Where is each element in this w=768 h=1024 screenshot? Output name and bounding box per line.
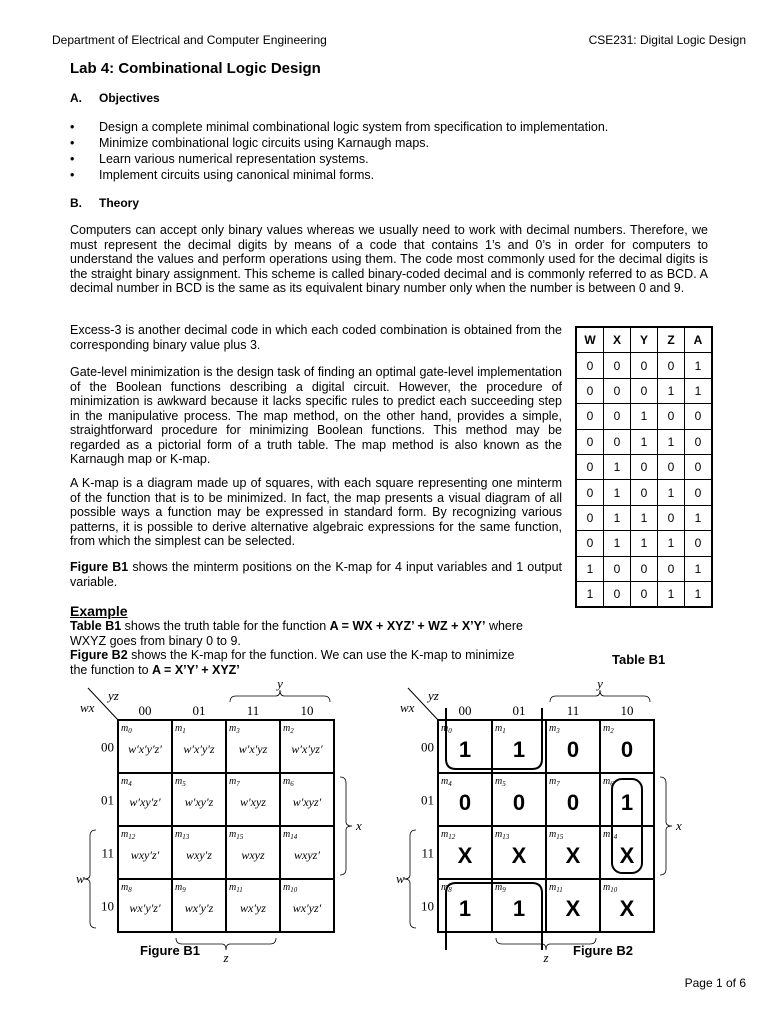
kmap-column-label: 01 xyxy=(192,703,206,718)
minterm-label: $m_2$ xyxy=(603,723,614,735)
kmap-value: 0 xyxy=(620,737,634,762)
objective-item xyxy=(70,119,710,135)
truth-table-header-cell: A xyxy=(685,327,713,353)
theory-paragraph-excess3: Excess-3 is another decimal code in which each coded combination is obtained from the corresponding binary value plus 3. xyxy=(70,323,562,352)
truth-table-cell: 1 xyxy=(576,581,604,607)
minterm-label: $m_{14}$ xyxy=(603,829,618,841)
truth-table-cell: 1 xyxy=(685,353,713,378)
figure-b2-ref: Figure B2 xyxy=(70,648,128,662)
header-department: Department of Electrical and Computer Engineering xyxy=(52,33,327,47)
example-line xyxy=(70,648,570,663)
minterm-label: $m_7$ xyxy=(549,776,560,788)
kmap-w-label: w xyxy=(396,871,405,886)
table-b1-ref: Table B1 xyxy=(70,619,122,633)
w-brace xyxy=(404,830,416,928)
truth-table-cell: 1 xyxy=(685,556,713,581)
truth-table-cell: 0 xyxy=(685,480,713,505)
bullet-icon: • xyxy=(70,152,75,166)
truth-table-row xyxy=(576,353,712,378)
minterm-label: $m_{12}$ xyxy=(121,829,136,841)
figure-b1-kmap xyxy=(70,676,370,965)
kmap-row-label: 01 xyxy=(101,792,114,808)
minterm-label: $m_4$ xyxy=(121,776,132,788)
minterm-label: $m_{11}$ xyxy=(549,882,563,894)
minterm-label: $m_4$ xyxy=(441,776,452,788)
kmap-wx-label: wx xyxy=(400,700,415,715)
kmap-column-label: 11 xyxy=(566,703,580,718)
kmap-column-label: 00 xyxy=(458,703,472,718)
kmap-column-label: 10 xyxy=(300,703,314,718)
truth-table-cell: 0 xyxy=(576,429,604,454)
figure-b1-caption: Figure B1 xyxy=(140,943,200,958)
kmap-value: X xyxy=(619,896,635,921)
kmap-value: X xyxy=(565,843,581,868)
truth-table-cell: 0 xyxy=(604,378,631,403)
minterm-label: $m_3$ xyxy=(229,723,240,735)
minterm-label: $m_{11}$ xyxy=(229,882,243,894)
truth-table-cell: 0 xyxy=(604,429,631,454)
minterm-label: $m_{12}$ xyxy=(441,829,456,841)
truth-table-row xyxy=(576,404,712,429)
truth-table-cell: 0 xyxy=(685,429,713,454)
truth-table-cell: 1 xyxy=(631,505,658,530)
example-line: WXYZ goes from binary 0 to 9. xyxy=(70,633,241,648)
kmap-yz-label: yz xyxy=(108,688,119,703)
kmap-z-label: z xyxy=(543,950,549,965)
minterm-label: $m_{15}$ xyxy=(229,829,244,841)
kmap-x-label: x xyxy=(676,818,682,833)
truth-table-cell: 0 xyxy=(576,404,604,429)
kmap-value: 1 xyxy=(620,790,634,815)
kmap-column-label: 10 xyxy=(620,703,634,718)
theory-paragraph-minimization: Gate-level minimization is the design task of finding an optimal gate-level implementation of the Boolean functions describing a digital circuit. However, the procedure of minimization is awkward because it lacks specific rules to predict each succeeding step in the manipulative process. The map method, on the other hand, provides a simple, straightforward procedure for minimizing Boolean functions. This method may be regarded as a pictorial form of a truth table. The map method is also known as the Karnaugh map or K-map. xyxy=(70,365,562,466)
figure-b2-caption: Figure B2 xyxy=(573,943,633,958)
truth-table-cell: 0 xyxy=(576,454,604,479)
x-brace xyxy=(340,777,352,875)
truth-table-row xyxy=(576,556,712,581)
truth-table-cell: 1 xyxy=(658,429,685,454)
truth-table-header-cell: Z xyxy=(658,327,685,353)
kmap-y-label: y xyxy=(597,676,603,691)
minterm-expression: wx′y′z xyxy=(184,901,214,915)
minterm-label: $m_{10}$ xyxy=(283,882,298,894)
truth-table-cell: 0 xyxy=(631,353,658,378)
page-footer: Page 1 of 6 xyxy=(684,976,746,990)
truth-table-cell: 1 xyxy=(576,556,604,581)
kmap-yz-label: yz xyxy=(428,688,439,703)
truth-table-cell: 0 xyxy=(631,581,658,607)
minterm-label: $m_{10}$ xyxy=(603,882,618,894)
example-text-span: shows the truth table for the function xyxy=(121,619,330,633)
truth-table-cell: 1 xyxy=(631,531,658,556)
truth-table-row xyxy=(576,505,712,530)
theory-paragraph-kmap: A K-map is a diagram made up of squares, with each square representing one minterm of the function that is to be minimized. In fact, the map presents a visual diagram of all possible ways a function may be expressed in standard form. By recognizing various patterns, it is possible to derive alternative algebraic expressions for the same function, from which the simplest can be selected. xyxy=(70,476,562,548)
minterm-expression: wx′yz xyxy=(240,901,266,915)
bullet-icon: • xyxy=(70,120,75,134)
truth-table-cell: 0 xyxy=(604,556,631,581)
truth-table-cell: 1 xyxy=(631,429,658,454)
minterm-label: $m_5$ xyxy=(495,776,506,788)
minterm-expression: wxy′z′ xyxy=(130,848,160,862)
function-expression: A = WX + XYZ’ + WZ + X’Y’ xyxy=(329,619,486,633)
truth-table-cell: 0 xyxy=(604,581,631,607)
truth-table-cell: 1 xyxy=(658,378,685,403)
section-a-heading xyxy=(70,91,160,105)
truth-table-row xyxy=(576,429,712,454)
minterm-label: $m_3$ xyxy=(549,723,560,735)
truth-table-row xyxy=(576,581,712,607)
truth-table-cell: 1 xyxy=(631,404,658,429)
page-title: Lab 4: Combinational Logic Design xyxy=(70,60,321,77)
minterm-expression: w′x′yz′ xyxy=(291,742,323,756)
kmap-value: X xyxy=(511,843,527,868)
truth-table-cell: 1 xyxy=(604,454,631,479)
minterm-label: $m_8$ xyxy=(121,882,132,894)
figure-b2-kmap xyxy=(390,676,690,965)
kmap-z-label: z xyxy=(223,950,229,965)
kmap-y-label: y xyxy=(277,676,283,691)
minterm-expression: wx′y′z′ xyxy=(129,901,161,915)
minterm-expression: w′x′y′z′ xyxy=(128,742,162,756)
minterm-label: $m_1$ xyxy=(175,723,186,735)
minterm-label: $m_7$ xyxy=(229,776,240,788)
truth-table-cell: 0 xyxy=(685,404,713,429)
theory-paragraph-bcd: Computers can accept only binary values whereas we usually need to work with decimal numbers. Therefore, we must represent the decimal digits by means of a code that contains 1’s and 0’s in order for computers to understand the values and perform operations using them. The code most commonly used for the decimal digits is the straight binary assignment. This scheme is called binary-coded decimal and is commonly referred to as BCD. A decimal number in BCD is the same as its equivalent binary number only when the number is between 0 and 9. xyxy=(70,223,708,295)
minterm-expression: w′x′y′z xyxy=(183,742,215,756)
truth-table-header-cell: W xyxy=(576,327,604,353)
example-text-span: shows the K-map for the function. We can use the K-map to minimize xyxy=(127,648,515,662)
w-brace xyxy=(84,830,96,928)
objective-text: Learn various numerical representation systems. xyxy=(99,152,369,166)
truth-table-cell: 0 xyxy=(576,505,604,530)
kmap-column-label: 01 xyxy=(512,703,526,718)
minterm-expression: w′xy′z′ xyxy=(129,795,161,809)
minterm-label: $m_9$ xyxy=(495,882,506,894)
truth-table-cell: 1 xyxy=(685,378,713,403)
minterm-expression: wxyz xyxy=(241,848,265,862)
minterm-label: $m_1$ xyxy=(495,723,506,735)
minterm-label: $m_5$ xyxy=(175,776,186,788)
truth-table-cell: 0 xyxy=(631,454,658,479)
kmap-row-label: 11 xyxy=(101,845,114,861)
objective-item xyxy=(70,135,710,151)
kmap-value: 0 xyxy=(566,790,580,815)
minterm-label: $m_{13}$ xyxy=(495,829,510,841)
example-text xyxy=(70,619,570,677)
bullet-icon: • xyxy=(70,136,75,150)
minterm-label: $m_{13}$ xyxy=(175,829,190,841)
kmap-value: 1 xyxy=(512,737,526,762)
truth-table-row xyxy=(576,454,712,479)
truth-table-cell: 0 xyxy=(658,454,685,479)
truth-table-header-cell: X xyxy=(604,327,631,353)
truth-table-header-cell: Y xyxy=(631,327,658,353)
minterm-expression: w′xyz′ xyxy=(292,795,322,809)
figure-b1-ref-text: shows the minterm positions on the K-map for 4 input variables and 1 output variable. xyxy=(70,560,562,589)
example-text-span: the function to xyxy=(70,662,153,677)
kmap-x-label: x xyxy=(356,818,362,833)
truth-table-cell: 0 xyxy=(658,353,685,378)
kmap-row-label: 00 xyxy=(101,739,114,755)
kmap-value: X xyxy=(619,843,635,868)
truth-table-row xyxy=(576,480,712,505)
minterm-label: $m_0$ xyxy=(441,723,452,735)
kmap-value: X xyxy=(565,896,581,921)
header-course: CSE231: Digital Logic Design xyxy=(588,33,746,47)
truth-table-cell: 1 xyxy=(685,581,713,607)
minterm-expression: w′x′yz xyxy=(238,742,268,756)
kmap-value: 0 xyxy=(512,790,526,815)
minterm-label: $m_9$ xyxy=(175,882,186,894)
kmap-wx-label: wx xyxy=(80,700,95,715)
minterm-expression: wx′yz′ xyxy=(292,901,322,915)
objective-text: Design a complete minimal combinational logic system from specification to implementation. xyxy=(99,120,609,134)
kmap-column-label: 11 xyxy=(246,703,260,718)
truth-table-cell: 0 xyxy=(685,454,713,479)
minterm-expression: wxyz′ xyxy=(294,848,320,862)
kmap-row-label: 01 xyxy=(421,792,434,808)
truth-table-b1 xyxy=(575,326,713,608)
truth-table-cell: 0 xyxy=(604,404,631,429)
kmap-w-label: w xyxy=(76,871,85,886)
example-line xyxy=(70,663,570,678)
minterm-label: $m_6$ xyxy=(603,776,614,788)
truth-table-cell: 0 xyxy=(576,531,604,556)
truth-table-cell: 1 xyxy=(658,480,685,505)
truth-table-cell: 1 xyxy=(658,531,685,556)
minterm-label: $m_{14}$ xyxy=(283,829,298,841)
minimized-expression: A = X’Y’ + XYZ’ xyxy=(152,662,240,677)
truth-table-header-row xyxy=(576,327,712,353)
minterm-label: $m_6$ xyxy=(283,776,294,788)
minterm-label: $m_{15}$ xyxy=(549,829,564,841)
kmap-value: 0 xyxy=(458,790,472,815)
truth-table-cell: 1 xyxy=(604,531,631,556)
truth-table-cell: 1 xyxy=(658,581,685,607)
kmap-value: X xyxy=(457,843,473,868)
figure-b1-ref: Figure B1 xyxy=(70,560,129,574)
kmap-row-label: 10 xyxy=(421,898,434,914)
minterm-label: $m_0$ xyxy=(121,723,132,735)
truth-table-row xyxy=(576,531,712,556)
minterm-label: $m_2$ xyxy=(283,723,294,735)
minterm-expression: w′xy′z xyxy=(184,795,214,809)
minterm-expression: w′xyz xyxy=(240,795,266,809)
section-b-label: Theory xyxy=(99,196,140,210)
minterm-label: $m_8$ xyxy=(441,882,452,894)
truth-table-cell: 0 xyxy=(576,378,604,403)
truth-table-cell: 0 xyxy=(631,378,658,403)
truth-table-cell: 0 xyxy=(631,480,658,505)
minterm-expression: wxy′z xyxy=(186,848,212,862)
truth-table-cell: 0 xyxy=(576,480,604,505)
truth-table-cell: 0 xyxy=(576,353,604,378)
section-b-number: B. xyxy=(70,196,82,210)
kmap-row-label: 10 xyxy=(101,898,114,914)
kmap-row-label: 00 xyxy=(421,739,434,755)
objective-item xyxy=(70,151,710,167)
kmap-column-label: 00 xyxy=(138,703,152,718)
example-line xyxy=(70,619,570,634)
objective-text: Minimize combinational logic circuits using Karnaugh maps. xyxy=(99,136,430,150)
truth-table-cell: 0 xyxy=(631,556,658,581)
truth-table-cell: 0 xyxy=(604,353,631,378)
truth-table-row xyxy=(576,378,712,403)
truth-table-cell: 0 xyxy=(658,404,685,429)
example-text-span: where xyxy=(485,619,524,633)
table-b1-caption: Table B1 xyxy=(612,652,666,667)
truth-table-cell: 1 xyxy=(604,505,631,530)
objective-text: Implement circuits using canonical minimal forms. xyxy=(99,168,375,182)
objective-item xyxy=(70,167,710,183)
truth-table-cell: 0 xyxy=(685,531,713,556)
kmap-value: 1 xyxy=(512,896,526,921)
example-heading: Example xyxy=(70,603,128,619)
truth-table-cell: 0 xyxy=(658,556,685,581)
section-a-number: A. xyxy=(70,91,82,105)
section-b-heading xyxy=(70,196,139,210)
kmap-value: 1 xyxy=(458,737,472,762)
bullet-icon: • xyxy=(70,168,75,182)
y-brace xyxy=(230,690,330,702)
kmap-value: 0 xyxy=(566,737,580,762)
kmap-value: 1 xyxy=(458,896,472,921)
objectives-list xyxy=(70,119,710,183)
truth-table-cell: 0 xyxy=(658,505,685,530)
kmap-row-label: 11 xyxy=(421,845,434,861)
truth-table-cell: 1 xyxy=(685,505,713,530)
section-a-label: Objectives xyxy=(99,91,160,105)
theory-paragraph-figure-b1 xyxy=(70,560,562,589)
truth-table-cell: 1 xyxy=(604,480,631,505)
y-brace xyxy=(550,690,650,702)
x-brace xyxy=(660,777,672,875)
